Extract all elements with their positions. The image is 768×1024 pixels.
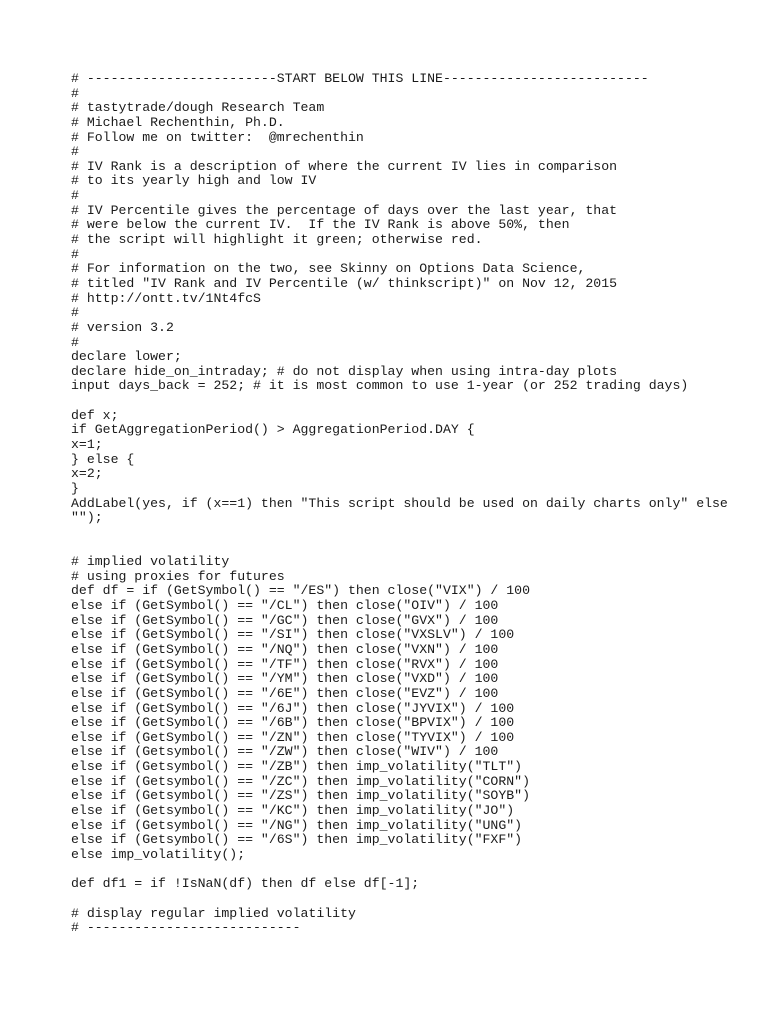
code-line: else if (Getsymbol() == "/ZS") then imp_volatility("SOYB") xyxy=(71,788,530,804)
code-line: # IV Percentile gives the percentage of days over the last year, that xyxy=(71,202,618,218)
code-line: else if (GetSymbol() == "/CL") then close("OIV") / 100 xyxy=(71,598,499,614)
code-line xyxy=(71,863,761,878)
code-line: # xyxy=(71,144,79,160)
code-line: AddLabel(yes, if (x==1) then "This script should be used on daily charts only" else xyxy=(71,495,728,511)
code-line: # Follow me on twitter: @mrechenthin xyxy=(71,129,364,145)
code-line: else if (GetSymbol() == "/6B") then close("BPVIX") / 100 xyxy=(71,715,515,731)
code-line: else if (Getsymbol() == "/ZB") then imp_volatility("TLT") xyxy=(71,759,523,775)
code-line: declare lower; xyxy=(71,349,182,365)
code-line: # For information on the two, see Skinny on Options Data Science, xyxy=(71,261,586,277)
code-line: x=1; xyxy=(71,437,103,453)
code-line: if GetAggregationPeriod() > AggregationPeriod.DAY { xyxy=(71,422,475,438)
code-line: else if (GetSymbol() == "/SI") then close("VXSLV") / 100 xyxy=(71,627,515,643)
code-line: # implied volatility xyxy=(71,554,230,570)
code-line: else if (GetSymbol() == "/TF") then close("RVX") / 100 xyxy=(71,656,499,672)
code-line: def df = if (GetSymbol() == "/ES") then close("VIX") / 100 xyxy=(71,583,530,599)
code-line: # the script will highlight it green; otherwise red. xyxy=(71,232,483,248)
code-line: declare hide_on_intraday; # do not display when using intra-day plots xyxy=(71,363,618,379)
code-line xyxy=(71,394,761,409)
code-line: else if (GetSymbol() == "/ZN") then close("TYVIX") / 100 xyxy=(71,729,515,745)
code-line: else if (GetSymbol() == "/NQ") then close("VXN") / 100 xyxy=(71,641,499,657)
code-line xyxy=(71,526,761,541)
code-line: # IV Rank is a description of where the current IV lies in comparison xyxy=(71,158,618,174)
code-line: # ------------------------START BELOW THIS LINE-------------------------- xyxy=(71,71,649,86)
code-line: def df1 = if !IsNaN(df) then df else df[-1]; xyxy=(71,876,420,892)
code-line: ""); xyxy=(71,510,103,526)
code-line: else if (GetSymbol() == "/6E") then close("EVZ") / 100 xyxy=(71,685,499,701)
code-line: # Michael Rechenthin, Ph.D. xyxy=(71,114,285,130)
code-line xyxy=(71,892,761,907)
code-line: # xyxy=(71,334,79,350)
code-line: # --------------------------- xyxy=(71,920,301,936)
code-line: input days_back = 252; # it is most common to use 1-year (or 252 trading days) xyxy=(71,378,689,394)
code-line: # to its yearly high and low IV xyxy=(71,173,317,189)
code-listing xyxy=(71,72,761,936)
code-line: } xyxy=(71,480,79,496)
code-line: # xyxy=(71,85,79,101)
code-line: # display regular implied volatility xyxy=(71,905,356,921)
code-line: # titled "IV Rank and IV Percentile (w/ thinkscript)" on Nov 12, 2015 xyxy=(71,275,618,291)
code-line: else if (Getsymbol() == "/6S") then imp_volatility("FXF") xyxy=(71,832,523,848)
code-line: else if (Getsymbol() == "/NG") then imp_volatility("UNG") xyxy=(71,817,523,833)
code-line: # xyxy=(71,188,79,204)
code-line: else imp_volatility(); xyxy=(71,846,246,862)
code-line: } else { xyxy=(71,451,135,467)
code-line: # version 3.2 xyxy=(71,319,174,335)
code-line: def x; xyxy=(71,407,119,423)
code-line: # xyxy=(71,305,79,321)
code-line: else if (GetSymbol() == "/YM") then close("VXD") / 100 xyxy=(71,671,499,687)
code-line xyxy=(71,541,761,556)
code-line: else if (Getsymbol() == "/KC") then imp_volatility("JO") xyxy=(71,803,515,819)
code-line: # were below the current IV. If the IV Rank is above 50%, then xyxy=(71,217,570,233)
code-line: else if (GetSymbol() == "/GC") then close("GVX") / 100 xyxy=(71,612,499,628)
code-line: x=2; xyxy=(71,466,103,482)
code-line: else if (GetSymbol() == "/6J") then close("JYVIX") / 100 xyxy=(71,700,515,716)
code-line: # http://ontt.tv/1Nt4fcS xyxy=(71,290,261,306)
code-line: # using proxies for futures xyxy=(71,568,285,584)
code-line: # xyxy=(71,246,79,262)
code-line: else if (Getsymbol() == "/ZC") then imp_volatility("CORN") xyxy=(71,773,530,789)
code-line: else if (Getsymbol() == "/ZW") then close("WIV") / 100 xyxy=(71,744,499,760)
code-line: # tastytrade/dough Research Team xyxy=(71,100,325,116)
